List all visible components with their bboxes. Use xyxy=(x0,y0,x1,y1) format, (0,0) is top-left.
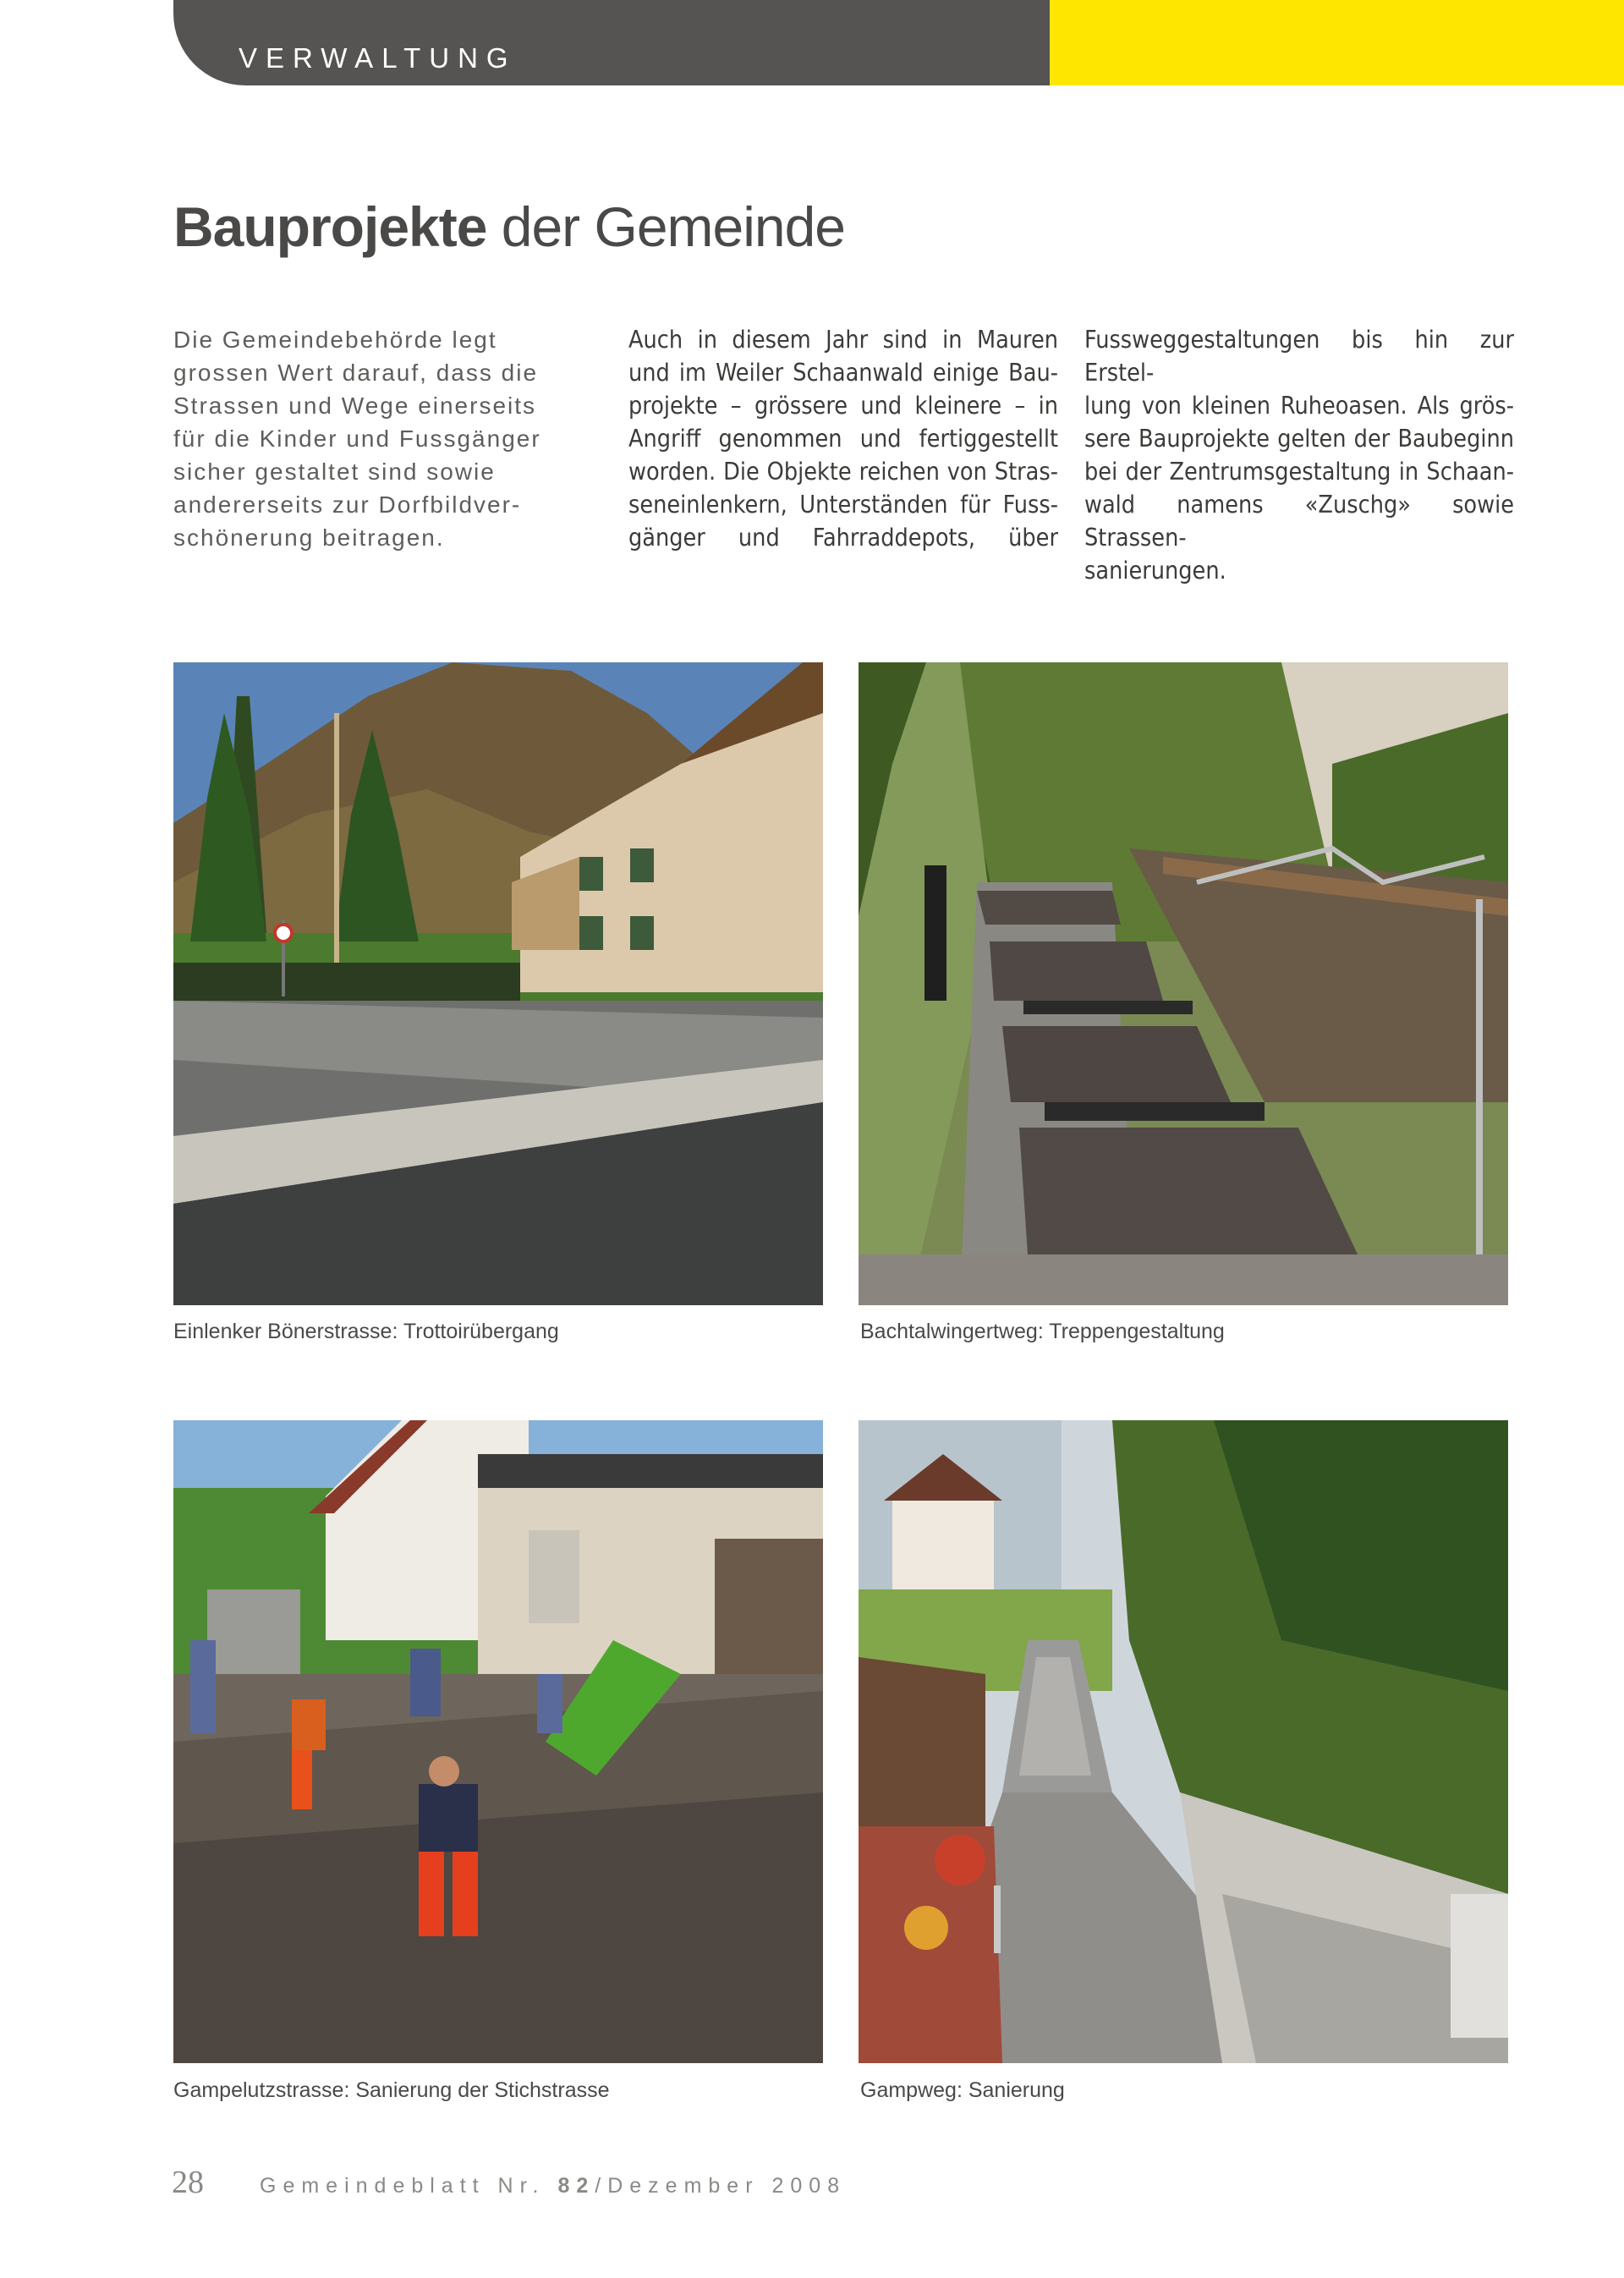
photo-caption-4: Gampweg: Sanierung xyxy=(860,2078,1065,2102)
issue-date: /Dezember 2008 xyxy=(595,2174,847,2198)
text-line: sere Bauprojekte gelten der Baubeginn xyxy=(1084,425,1514,453)
text-line: wald namens «Zuschg» sowie Strassen- xyxy=(1084,491,1514,552)
issue-number: 82 xyxy=(557,2174,595,2198)
text-line: und im Weiler Schaanwald einige Bau- xyxy=(628,359,1058,387)
lead-paragraph xyxy=(173,323,603,554)
text-line: Strassen und Wege einerseits xyxy=(173,392,537,419)
section-label: VERWALTUNG xyxy=(239,42,517,74)
title-bold: Bauprojekte xyxy=(173,195,487,258)
stair-path-photo xyxy=(859,662,1508,1305)
text-line: seneinlenkern, Unterständen für Fuss- xyxy=(628,491,1058,519)
street-corner-photo xyxy=(173,662,823,1305)
text-line: grossen Wert darauf, dass die xyxy=(173,360,539,386)
text-line: schönerung beitragen. xyxy=(173,524,445,551)
photo-caption-2: Bachtalwingertweg: Treppengestaltung xyxy=(860,1320,1225,1343)
page-number: 28 xyxy=(172,2165,204,2200)
title-rest: der Gemeinde xyxy=(486,195,846,258)
text-line: bei der Zentrumsgestaltung in Schaan- xyxy=(1084,458,1514,486)
body-column-3 xyxy=(1084,323,1514,587)
photo-caption-1: Einlenker Bönerstrasse: Trottoirübergang xyxy=(173,1320,559,1343)
text-line: Auch in diesem Jahr sind in Mauren xyxy=(628,326,1058,354)
text-line: gänger und Fahrraddepots, über xyxy=(628,524,1058,552)
text-line: Fussweggestaltungen bis hin zur Erstel- xyxy=(1084,326,1514,387)
body-column-2 xyxy=(628,323,1058,554)
footpath-photo xyxy=(859,1420,1508,2063)
text-line: sanierungen. xyxy=(1084,557,1226,585)
text-line: für die Kinder und Fussgänger xyxy=(173,425,541,452)
text-line: andererseits zur Dorfbildver- xyxy=(173,491,522,518)
page-title xyxy=(173,195,845,259)
construction-site-photo xyxy=(173,1420,823,2063)
photo-caption-3: Gampelutzstrasse: Sanierung der Stichstrasse xyxy=(173,2078,610,2102)
text-line: Die Gemeindebehörde legt xyxy=(173,327,497,353)
text-line: Angriff genommen und fertiggestellt xyxy=(628,425,1058,453)
issue-prefix: Nr. xyxy=(485,2174,558,2198)
text-line: worden. Die Objekte reichen von Stras- xyxy=(628,458,1058,486)
header-accent-block xyxy=(1050,0,1624,85)
publication-name: Gemeindeblatt xyxy=(260,2174,486,2198)
text-line: lung von kleinen Ruheoasen. Als grös- xyxy=(1084,392,1514,420)
text-line: projekte – grössere und kleinere – in xyxy=(628,392,1058,420)
text-line: sicher gestaltet sind sowie xyxy=(173,458,496,485)
page-footer xyxy=(172,2164,846,2201)
